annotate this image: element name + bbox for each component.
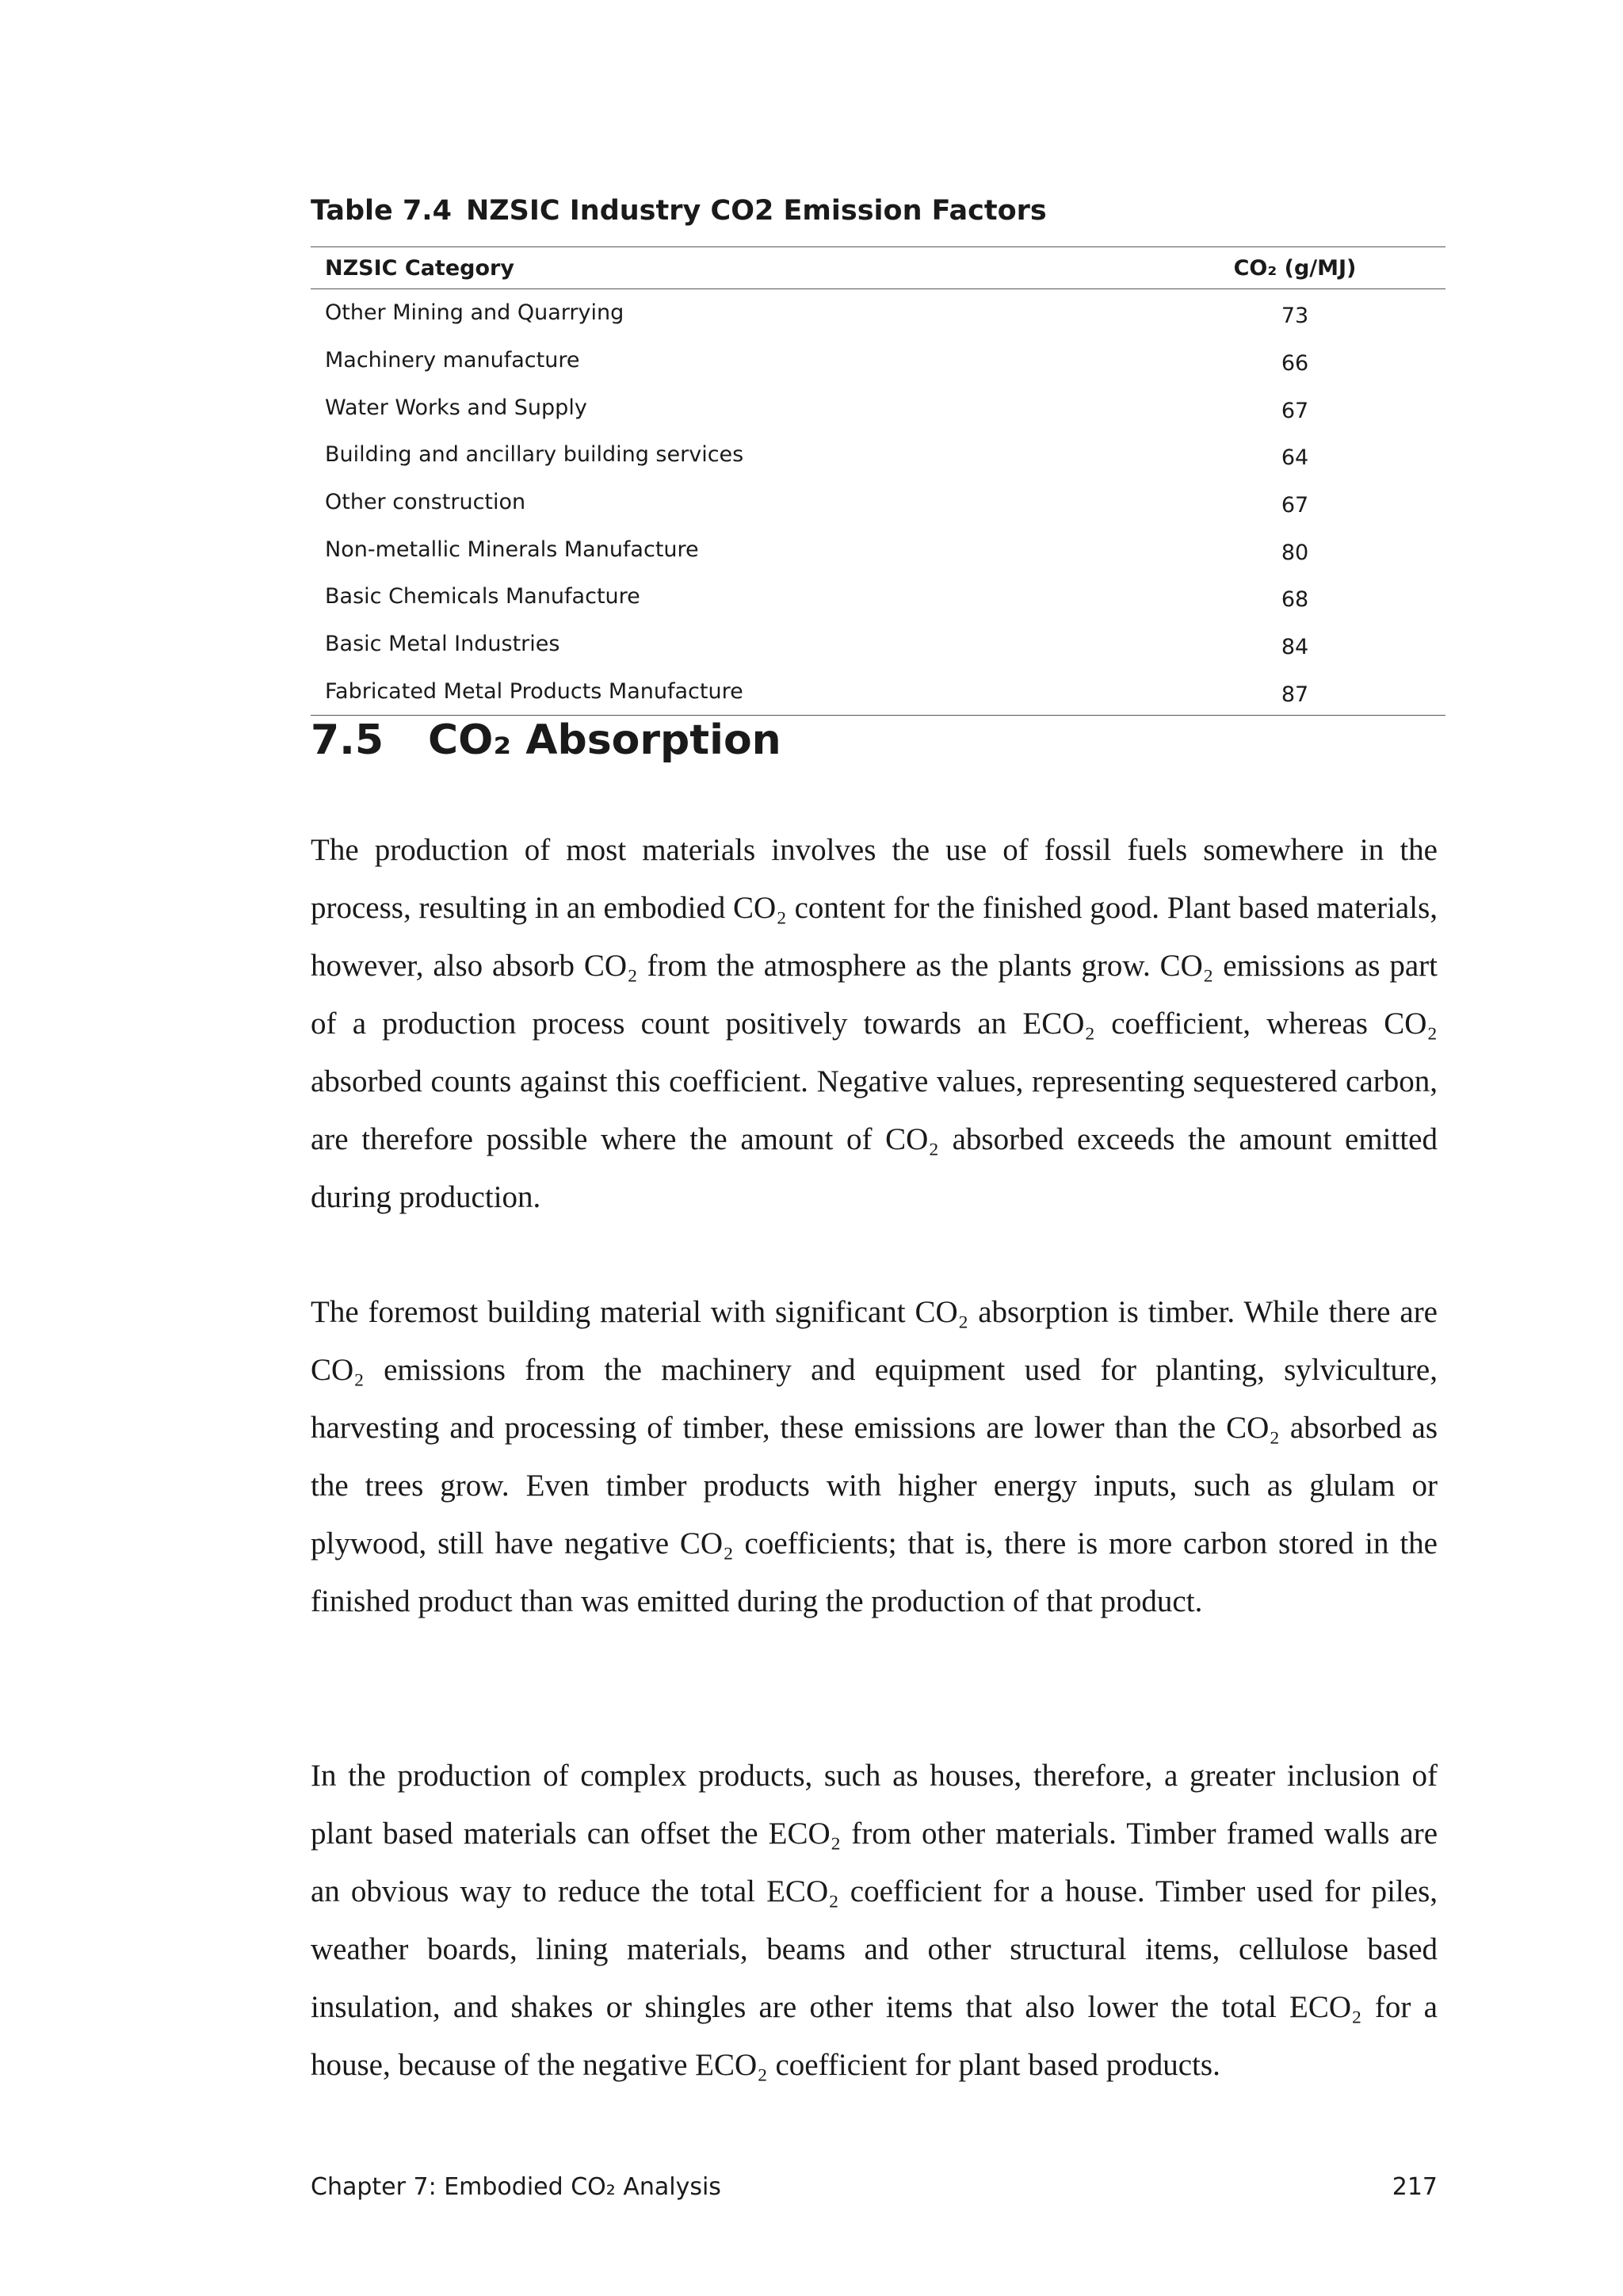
category-cell: Other construction [325,490,526,515]
co2-value-cell: 73 [1281,304,1309,329]
table-row [311,384,1445,431]
table-header-row [311,247,1445,289]
page-footer [311,2173,1438,2201]
co2-value-cell: 64 [1281,445,1309,471]
co2-value-cell: 67 [1281,493,1309,518]
table-row [311,337,1445,384]
category-cell: Basic Metal Industries [325,632,560,657]
category-cell: Basic Chemicals Manufacture [325,584,640,609]
table-row [311,479,1445,526]
table-row [311,668,1445,716]
table-row [311,621,1445,668]
body-paragraph: The production of most materials involves the use of fossil fuels somewhere in the process, resulting in an embodied CO₂ content for the finished good. Plant based materials, however, also absorb CO₂ from the atmosphere as the plants grow. CO₂ emissions as part of a production process count positively towards an ECO₂ coefficient, whereas CO₂ absorbed counts against this coefficient. Negative values, representing sequestered carbon, are therefore possible where the amount of CO₂ absorbed exceeds the amount emitted during production. [311,833,1438,1214]
category-cell: Machinery manufacture [325,348,580,373]
column-header-category: NZSIC Category [311,247,1081,289]
table-row [311,525,1445,573]
category-cell: Building and ancillary building services [325,442,744,468]
category-cell: Water Works and Supply [325,395,587,420]
table-caption-title: NZSIC Industry CO2 Emission Factors [466,195,1047,227]
co2-value-cell: 66 [1281,351,1309,376]
body-paragraph: In the production of complex products, such as houses, therefore, a greater inclusion of plant based materials can offset the ECO₂ from other materials. Timber framed walls are an obvious way to reduce the total ECO₂ coefficient for a house. Timber used for piles, weather boards, lining materials, beams and other structural items, cellulose based insulation, and shakes or shingles are other items that also lower the total ECO₂ for a house, because of the negative ECO₂ coefficient for plant based products. [311,1759,1438,2082]
table-row [311,573,1445,621]
co2-value-cell: 84 [1281,635,1309,660]
co2-value-cell: 67 [1281,398,1309,423]
column-header-co2: CO₂ (g/MJ) [1081,247,1445,289]
table-row [311,431,1445,479]
co2-value-cell: 80 [1281,540,1309,565]
co2-value-cell: 87 [1081,668,1445,716]
body-paragraph: The foremost building material with significant CO₂ absorption is timber. While there are CO₂ emissions from the machinery and equipment used for planting, sylviculture, harvesting and processing of timber, these emissions are lower than the CO₂ absorbed as the trees grow. Even timber products with higher energy inputs, such as glulam or plywood, still have negative CO₂ coefficients; that is, there is more carbon stored in the finished product than was emitted during the production of that product. [311,1295,1438,1618]
emission-factors-table [311,246,1445,716]
page-number: 217 [1392,2173,1438,2201]
section-number: 7.5 [311,716,384,764]
section-heading [311,716,781,764]
table-row [311,289,1445,337]
co2-value-cell: 68 [1281,587,1309,613]
category-cell: Other Mining and Quarrying [325,300,624,326]
footer-chapter-title: Chapter 7: Embodied CO₂ Analysis [311,2173,721,2201]
table-caption [311,195,1047,227]
table-caption-label: Table 7.4 [311,195,452,227]
section-title: CO₂ Absorption [428,716,781,764]
category-cell: Fabricated Metal Products Manufacture [311,668,1081,716]
category-cell: Non-metallic Minerals Manufacture [325,537,699,562]
